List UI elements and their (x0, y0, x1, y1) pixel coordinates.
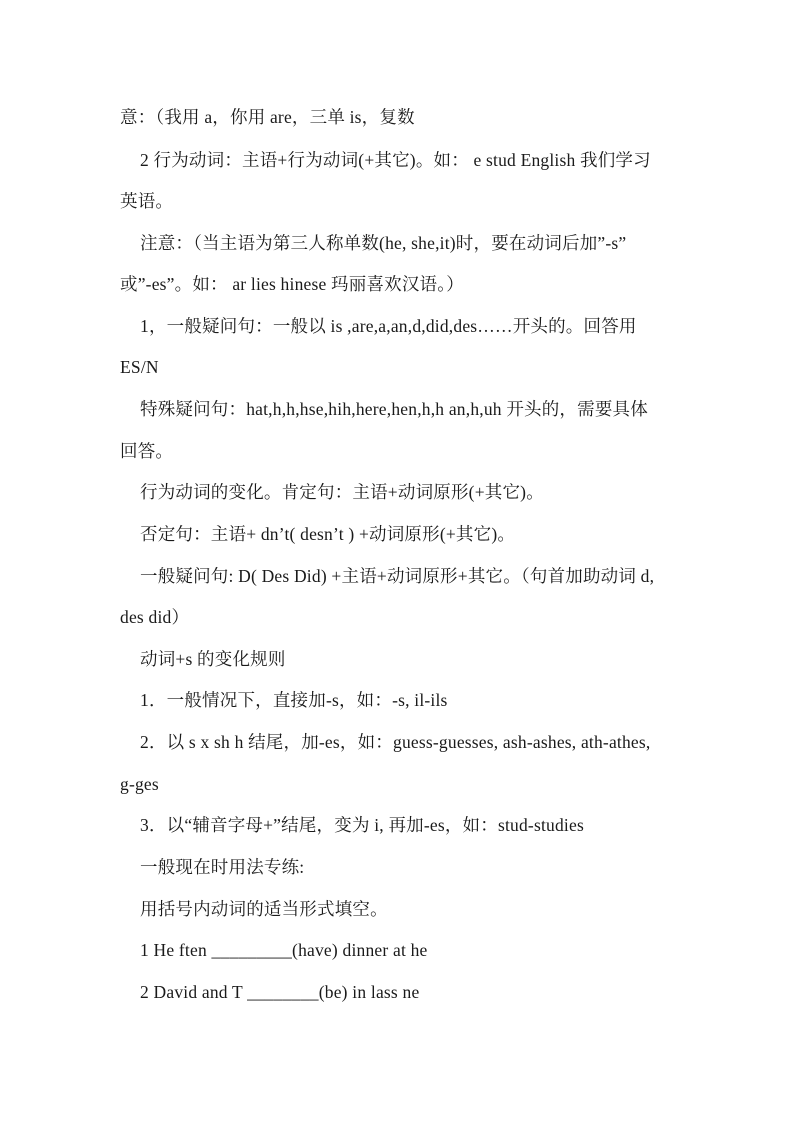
text-line-18: 3．以“辅音字母+”结尾，变为 i, 再加-es，如：stud-studies (140, 815, 584, 835)
text-line-16: 2．以 s x sh h 结尾，加-es，如：guess-guesses, ash-ashes, ath-athes, (140, 732, 651, 752)
text-line-10: 行为动词的变化。肯定句：主语+动词原形(+其它)。 (140, 482, 544, 502)
text-line-9: 回答。 (120, 441, 174, 461)
text-line-20: 用括号内动词的适当形式填空。 (140, 899, 388, 919)
text-line-5: 或”-es”。如： ar lies hinese 玛丽喜欢汉语。） (120, 274, 464, 294)
text-line-15: 1．一般情况下，直接加-s，如：-s, il-ils (140, 690, 448, 710)
text-line-14: 动词+s 的变化规则 (140, 649, 286, 669)
text-line-19: 一般现在时用法专练: (140, 857, 305, 877)
text-line-1: 意：（我用 a，你用 are，三单 is，复数 (120, 107, 415, 127)
text-line-12: 一般疑问句: D( Des Did) +主语+动词原形+其它。（句首加助动词 d, (140, 566, 655, 586)
text-line-13: des did） (120, 607, 190, 627)
text-line-11: 否定句：主语+ dn’t( desn’t ) +动词原形(+其它)。 (140, 524, 516, 544)
text-line-3: 英语。 (120, 191, 174, 211)
text-line-2: 2 行为动词：主语+行为动词(+其它)。如： e stud English 我们学习 (140, 150, 651, 170)
text-line-22: 2 David and T ________(be) in lass ne (140, 982, 420, 1002)
text-line-7: ES/N (120, 357, 159, 377)
text-line-4: 注意：（当主语为第三人称单数(he, she,it)时，要在动词后加”-s” (140, 233, 627, 253)
text-line-21: 1 He ften _________(have) dinner at he (140, 940, 428, 960)
text-line-6: 1，一般疑问句：一般以 is ,are,a,an,d,did,des……开头的。回答用 (140, 316, 637, 336)
text-line-17: g-ges (120, 774, 159, 794)
text-line-8: 特殊疑问句：hat,h,h,hse,hih,here,hen,h,h an,h,uh 开头的，需要具体 (140, 399, 648, 419)
